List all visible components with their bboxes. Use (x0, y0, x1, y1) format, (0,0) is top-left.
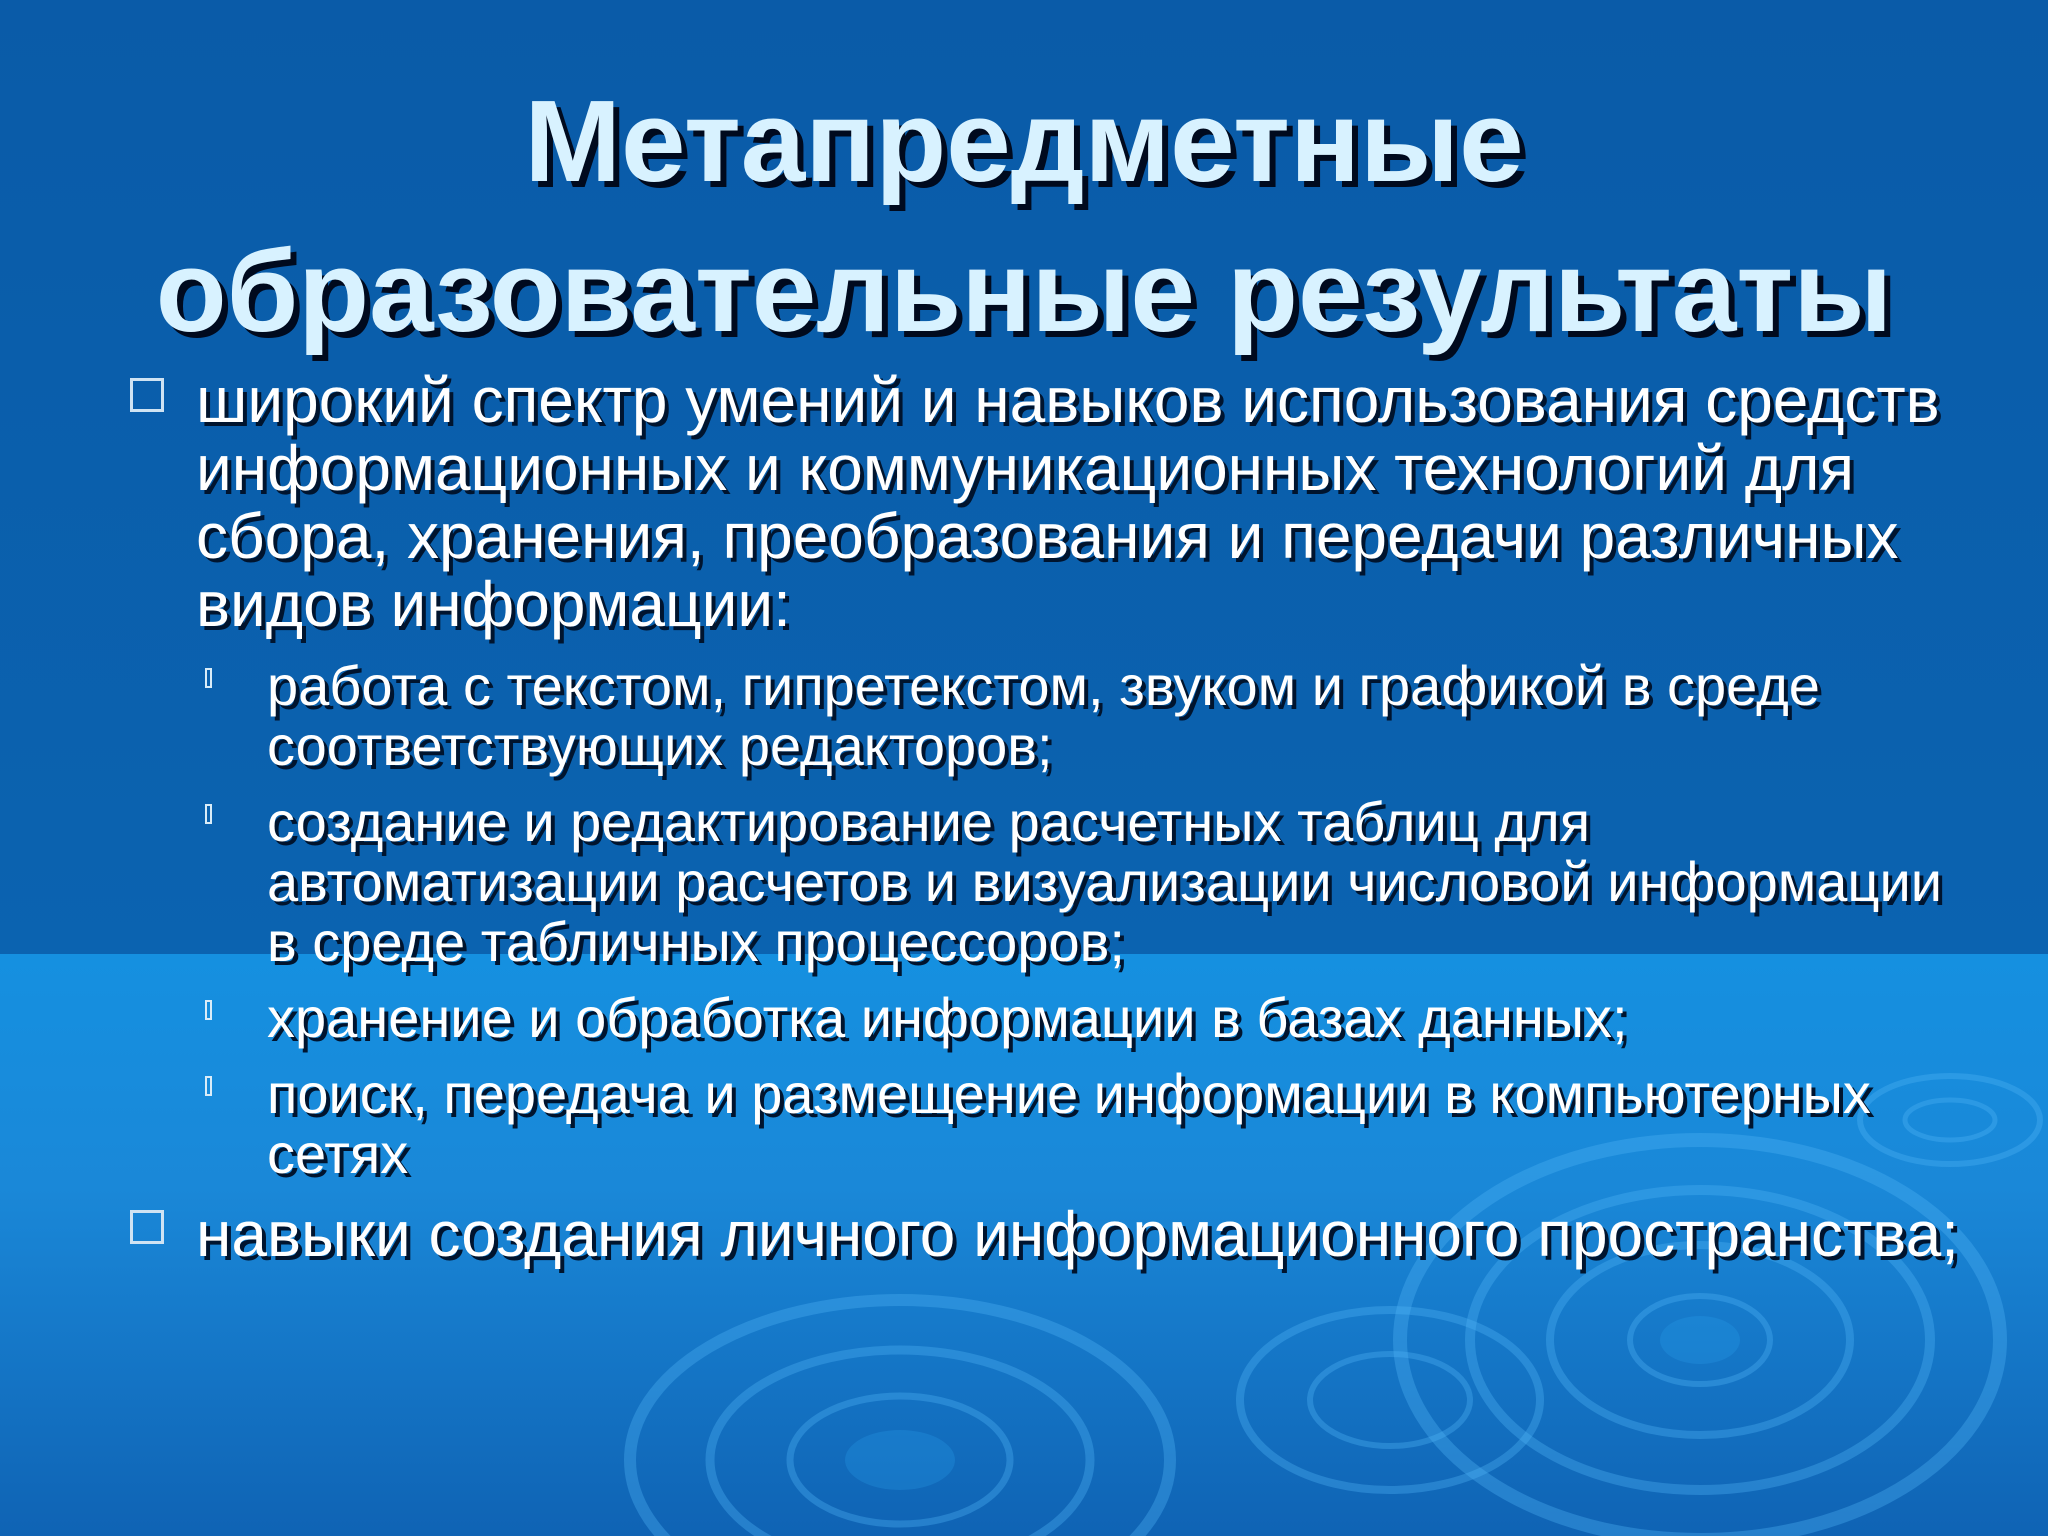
bullet-item: навыки создания личного информационного пространства; (196, 1198, 1959, 1270)
small-bar-icon (205, 668, 212, 688)
small-bar-icon (205, 1000, 212, 1020)
title-line-2: образовательные результаты (155, 226, 1893, 356)
hollow-square-icon (130, 1210, 164, 1244)
small-bar-icon (205, 804, 212, 824)
sub-bullet-item: создание и редактирование расчетных таблиц для автоматизации расчетов и визуализации числовой информации в среде табличных процессоров; (267, 790, 1943, 973)
slide-title (60, 66, 1988, 366)
hollow-square-icon (130, 378, 164, 412)
sub-bullet-item: хранение и обработка информации в базах данных; (267, 986, 1628, 1049)
sub-bullet-item: поиск, передача и размещение информации в компьютерных сетях (267, 1062, 1871, 1185)
sub-bullet-item: работа с текстом, гипретекстом, звуком и графикой в среде соответствующих редакторов; (267, 654, 1820, 777)
small-bar-icon (205, 1076, 212, 1096)
bullet-item: широкий спектр умений и навыков использования средств информационных и коммуникационных технологий для сбора, хранения, преобразования и передачи различных видов информации: (196, 364, 1940, 640)
title-line-1: Метапредметные (524, 76, 1524, 206)
